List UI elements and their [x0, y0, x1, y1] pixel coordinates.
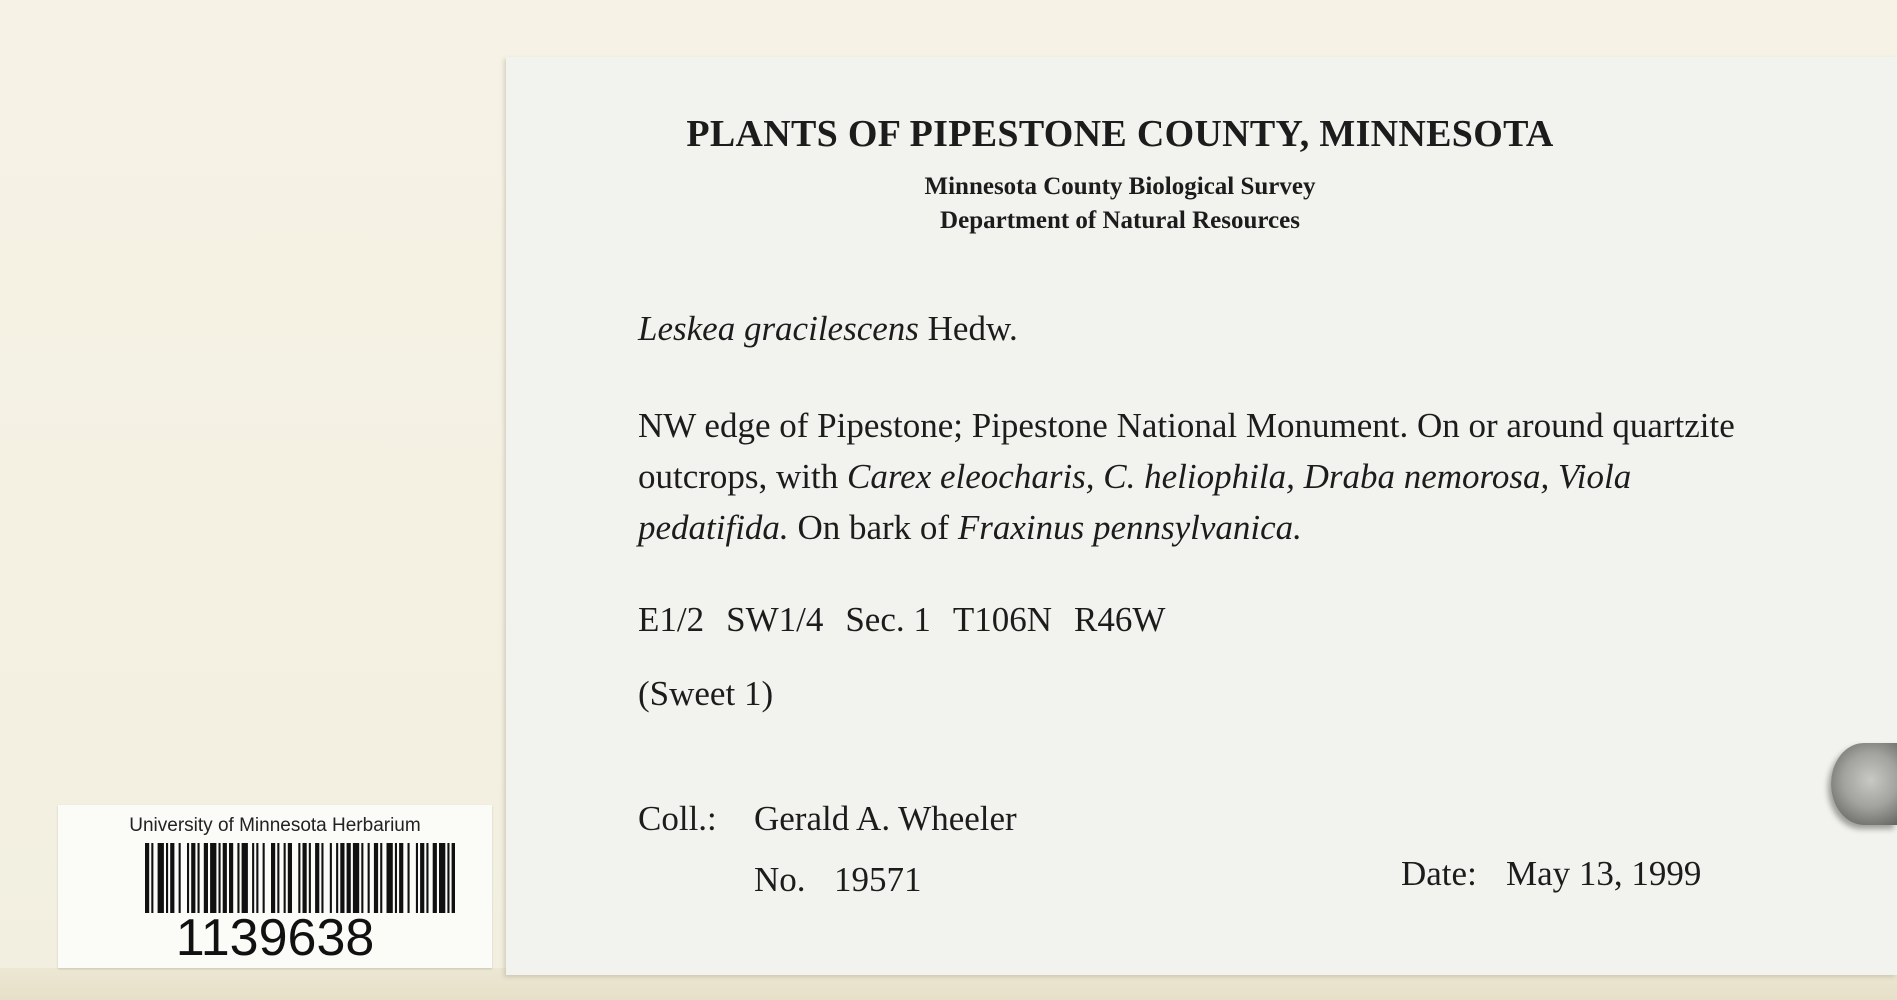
barcode-bar	[361, 843, 363, 913]
barcode-bar	[408, 843, 410, 913]
barcode-bar	[439, 843, 445, 913]
label-title: PLANTS OF PIPESTONE COUNTY, MINNESOTA	[686, 113, 1554, 155]
locality-text: NW edge of Pipestone; Pipestone National Monument. On or around quartzite outcrops, with	[638, 406, 1735, 496]
barcode-bar	[179, 843, 181, 913]
taxon-name: Leskea gracilescens	[638, 309, 919, 348]
barcode-bar	[170, 843, 174, 913]
barcode-bar	[298, 843, 300, 913]
barcode-icon	[145, 843, 455, 913]
barcode-bar	[395, 843, 397, 913]
label-note: (Sweet 1)	[638, 674, 774, 713]
barcode-bar	[315, 843, 319, 913]
barcode-bar	[340, 843, 344, 913]
barcode-bar	[223, 843, 227, 913]
barcode-bar	[336, 843, 338, 913]
barcode-bar	[145, 843, 149, 913]
host-species: Fraxinus pennsylvanica.	[957, 508, 1302, 547]
barcode-bar	[284, 843, 286, 913]
date-label: Date:	[1401, 854, 1477, 893]
barcode-bar	[347, 843, 351, 913]
barcode-bar	[452, 843, 455, 913]
barcode-bar	[303, 843, 307, 913]
locality-description	[638, 400, 1738, 553]
barcode-bar	[158, 843, 164, 913]
barcode-bar	[374, 843, 378, 913]
locality-substrate: On bark of	[788, 508, 958, 547]
associated-species: Carex eleocharis, C. heliophila, Draba nemorosa, Viola pedatifida.	[638, 457, 1632, 547]
barcode-bar	[242, 843, 248, 913]
label-subtitle-survey: Minnesota County Biological Survey	[924, 173, 1316, 200]
barcode-institution: University of Minnesota Herbarium	[129, 815, 421, 836]
label-subtitle-department: Department of Natural Resources	[940, 207, 1300, 234]
barcode-bar	[198, 843, 200, 913]
taxon-author: Hedw.	[927, 309, 1018, 348]
barcode-bar	[447, 843, 449, 913]
barcode-bar	[151, 843, 153, 913]
barcode-bar	[191, 843, 195, 913]
collection-number-label: No.	[754, 860, 806, 899]
barcode-bar	[387, 843, 393, 913]
collector-label: Coll.:	[638, 799, 717, 838]
barcode-bar	[210, 843, 216, 913]
barcode-bar	[353, 843, 359, 913]
barcode-bar	[204, 843, 208, 913]
trs-range: R46W	[1074, 600, 1166, 639]
barcode-label	[58, 805, 492, 968]
collector-name: Gerald A. Wheeler	[754, 799, 1017, 838]
trs-section: Sec. 1	[845, 600, 931, 639]
mounting-pin-icon	[1831, 743, 1897, 825]
barcode-number: 1139638	[175, 909, 375, 967]
barcode-bar	[309, 843, 311, 913]
trs-quarter-quarter: SW1/4	[726, 600, 824, 639]
barcode-bar	[229, 843, 233, 913]
barcode-bar	[380, 843, 382, 913]
specimen-label	[506, 57, 1897, 975]
barcode-bar	[433, 843, 437, 913]
township-range-section	[638, 600, 1187, 640]
barcode-bar	[368, 843, 370, 913]
barcode-bar	[237, 843, 239, 913]
barcode-bar	[426, 843, 428, 913]
barcode-bar	[187, 843, 189, 913]
barcode-bar	[321, 843, 323, 913]
barcode-bar	[252, 843, 254, 913]
barcode-bar	[219, 843, 221, 913]
collection-date: May 13, 1999	[1506, 854, 1702, 893]
trs-quarter: E1/2	[638, 600, 705, 639]
barcode-bar	[166, 843, 168, 913]
barcode-bar	[420, 843, 424, 913]
barcode-bar	[263, 843, 265, 913]
taxon	[638, 309, 1018, 349]
trs-township: T106N	[952, 600, 1053, 639]
barcode-bar	[330, 843, 332, 913]
barcode-bar	[416, 843, 418, 913]
barcode-bar	[399, 843, 403, 913]
collection-number: 19571	[834, 860, 922, 899]
barcode-bar	[277, 843, 279, 913]
barcode-bar	[288, 843, 292, 913]
barcode-bar	[271, 843, 275, 913]
barcode-bar	[256, 843, 258, 913]
